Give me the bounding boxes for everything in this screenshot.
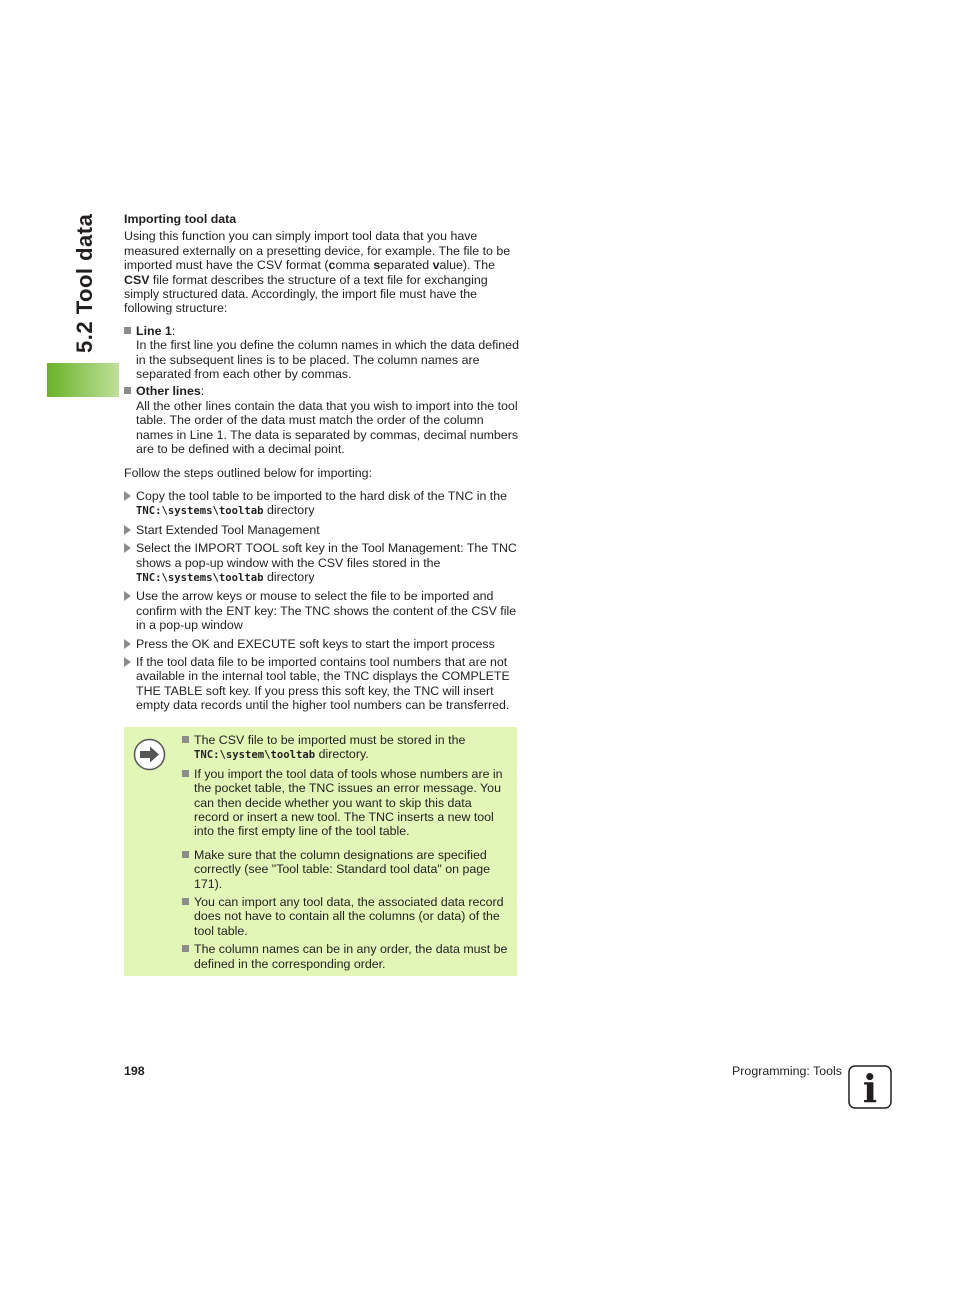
step-text: If the tool data file to be imported contains tool numbers that are not available in the internal tool table, the TNC displays the COMPLETE THE TABLE soft key. If you press this soft key, the TNC will insert empty data records until the higher tool numbers can be transferred. <box>136 654 510 713</box>
arrow-right-icon <box>133 738 166 771</box>
note-item <box>182 942 508 971</box>
step-item <box>124 589 520 632</box>
square-bullet-icon <box>182 736 189 743</box>
note-item <box>182 733 508 763</box>
step-text: Select the IMPORT TOOL soft key in the Tool Management: The TNC shows a pop-up window with the CSV files stored in the <box>136 541 517 570</box>
note-list <box>182 733 508 975</box>
note-text: You can import any tool data, the associated data record does not have to contain all the columns (or data) of the tool table. <box>194 895 504 938</box>
list-item <box>124 324 520 382</box>
step-code: TNC:\systems\tooltab <box>136 505 264 518</box>
intro-text: Using this function you can simply import tool data that you have measured externally on a presetting device, for example. The file to be imported must have the CSV format ( <box>124 229 511 273</box>
list-item-title: Other lines <box>136 384 201 399</box>
list-item-text: In the first line you define the column names in which the data defined in the subsequent lines is to be placed. The column names are separated from each other by commas. <box>136 338 519 382</box>
chapter-title: Programming: Tools <box>732 1064 842 1078</box>
step-item <box>124 489 520 519</box>
intro-bold: s <box>373 258 381 273</box>
section-tab-title: 5.2 Tool data <box>72 213 97 353</box>
step-text: Use the arrow keys or mouse to select the file to be imported and confirm with the ENT key: The TNC shows the content of the CSV file in a pop-up window <box>136 589 517 633</box>
step-text: Copy the tool table to be imported to the hard disk of the TNC in the <box>136 488 508 503</box>
step-text: directory <box>263 503 315 518</box>
triangle-bullet-icon <box>124 639 131 649</box>
intro-bold: CSV <box>124 272 150 287</box>
square-bullet-icon <box>182 851 189 858</box>
intro-paragraph <box>124 229 520 315</box>
step-code: TNC:\systems\tooltab <box>136 571 264 584</box>
list-item-colon: : <box>200 384 205 399</box>
steps-list <box>124 489 520 713</box>
note-item <box>182 848 508 891</box>
step-item <box>124 541 520 585</box>
info-icon-letter: i <box>862 1066 878 1109</box>
section-heading: Importing tool data <box>124 212 237 226</box>
square-bullet-icon <box>182 898 189 905</box>
step-text: Start Extended Tool Management <box>136 522 320 537</box>
list-item-text: All the other lines contain the data that you wish to import into the tool table. The order of the data must match the order of the column names in Line 1. The data is separated by commas, decimal numbers are to be defined with a decimal point. <box>136 398 519 457</box>
note-text: The column names can be in any order, the data must be defined in the corresponding order. <box>194 942 508 971</box>
intro-text: alue). The <box>439 258 496 273</box>
square-bullet-icon <box>124 327 131 334</box>
main-content <box>124 212 520 717</box>
step-text: directory <box>263 569 315 584</box>
note-item <box>182 767 508 839</box>
steps-intro: Follow the steps outlined below for importing: <box>124 465 372 480</box>
intro-text: eparated <box>380 258 433 273</box>
list-item-title: Line 1 <box>136 323 172 338</box>
list-item <box>124 384 520 456</box>
note-text: If you import the tool data of tools whose numbers are in the pocket table, the TNC issues an error message. You can then decide whether you want to skip this data record or insert a new tool. The TNC inserts a new tool into the first empty line of the tool table. <box>194 766 503 839</box>
step-item <box>124 523 520 537</box>
structure-list <box>124 324 520 457</box>
intro-bold: v <box>432 258 440 273</box>
step-text: Press the OK and EXECUTE soft keys to start the import process <box>136 636 495 651</box>
note-text: directory. <box>315 747 369 762</box>
note-code: TNC:\system\tooltab <box>194 749 316 762</box>
triangle-bullet-icon <box>124 543 131 553</box>
note-text: Make sure that the column designations are specified correctly (see "Tool table: Standard tool data" on page 171). <box>194 847 491 891</box>
note-text: The CSV file to be imported must be stored in the <box>194 733 466 747</box>
square-bullet-icon <box>124 387 131 394</box>
note-item <box>182 895 508 938</box>
triangle-bullet-icon <box>124 657 131 667</box>
info-icon <box>848 1065 892 1109</box>
list-item-colon: : <box>171 323 176 338</box>
triangle-bullet-icon <box>124 591 131 601</box>
triangle-bullet-icon <box>124 525 131 535</box>
note-box <box>124 727 517 976</box>
intro-text: file format describes the structure of a text file for exchanging simply structured data. Accordingly, the import file must have the following structure: <box>124 272 488 316</box>
square-bullet-icon <box>182 945 189 952</box>
intro-text: omma <box>335 258 374 273</box>
step-item <box>124 637 520 651</box>
square-bullet-icon <box>182 770 189 777</box>
intro-bold: c <box>328 258 336 273</box>
section-tab-bar <box>47 363 119 397</box>
triangle-bullet-icon <box>124 491 131 501</box>
page-number: 198 <box>124 1064 145 1078</box>
step-item <box>124 655 520 713</box>
